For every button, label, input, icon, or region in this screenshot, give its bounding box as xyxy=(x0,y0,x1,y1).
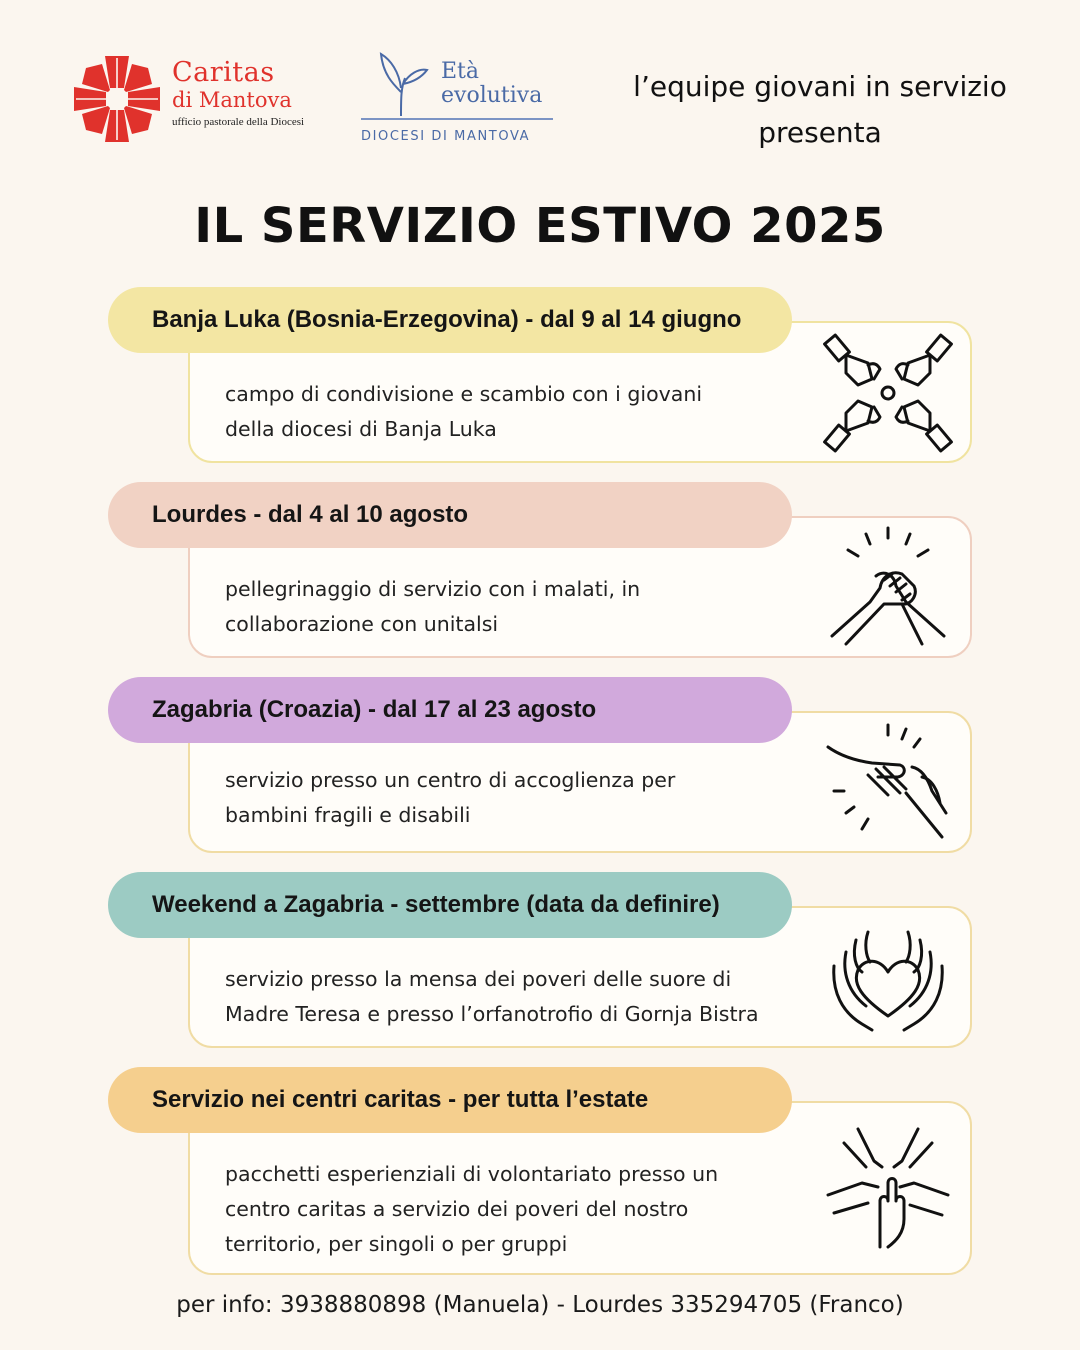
contact-info: per info: 3938880898 (Manuela) - Lourdes 335294705 (Franco) xyxy=(176,1292,904,1318)
presents-text xyxy=(600,64,1040,156)
desc-line: pacchetti esperienziali di volontariato presso un xyxy=(225,1162,719,1186)
sprout-icon xyxy=(365,48,445,118)
eta-divider xyxy=(361,118,553,120)
presents-line2: presenta xyxy=(758,116,882,149)
presents-line1: l’equipe giovani in servizio xyxy=(633,70,1007,103)
card-description xyxy=(225,572,805,642)
puzzle-hands-icon xyxy=(822,327,954,459)
card-heading: Lourdes - dal 4 al 10 agosto xyxy=(108,482,792,548)
desc-line: pellegrinaggio di servizio con i malati, in xyxy=(225,577,641,601)
desc-line: Madre Teresa e presso l’orfanotrofio di Gornja Bistra xyxy=(225,1002,759,1026)
desc-line: della diocesi di Banja Luka xyxy=(225,417,497,441)
desc-line: bambini fragili e disabili xyxy=(225,803,471,827)
desc-line: campo di condivisione e scambio con i giovani xyxy=(225,382,703,406)
card-description xyxy=(225,962,805,1032)
caritas-logo xyxy=(72,54,312,149)
page-title: IL SERVIZIO ESTIVO 2025 xyxy=(194,198,886,254)
card-description xyxy=(225,377,805,447)
eta-evolutiva-logo xyxy=(355,48,560,148)
card-heading: Servizio nei centri caritas - per tutta l’estate xyxy=(108,1067,792,1133)
card-heading: Zagabria (Croazia) - dal 17 al 23 agosto xyxy=(108,677,792,743)
eta-diocese: DIOCESI DI MANTOVA xyxy=(361,129,531,144)
card-description xyxy=(225,1157,805,1262)
caritas-subtitle: di Mantova xyxy=(172,88,292,112)
desc-line: servizio presso la mensa dei poveri delle suore di xyxy=(225,967,732,991)
eta-title-line1: Età xyxy=(441,59,480,84)
heart-hands-icon xyxy=(822,912,954,1044)
desc-line: territorio, per singoli o per gruppi xyxy=(225,1232,568,1256)
team-hands-icon xyxy=(822,1123,954,1255)
helping-hands-icon xyxy=(822,717,954,849)
desc-line: servizio presso un centro di accoglienza per xyxy=(225,768,676,792)
desc-line: collaborazione con unitalsi xyxy=(225,612,499,636)
caritas-tagline: ufficio pastorale della Diocesi xyxy=(172,116,305,128)
card-heading: Banja Luka (Bosnia-Erzegovina) - dal 9 al 14 giugno xyxy=(108,287,792,353)
card-description xyxy=(225,763,805,833)
caritas-cross-icon xyxy=(72,54,162,144)
desc-line: centro caritas a servizio dei poveri del nostro xyxy=(225,1197,689,1221)
card-heading: Weekend a Zagabria - settembre (data da definire) xyxy=(108,872,792,938)
handshake-icon xyxy=(822,520,954,652)
eta-title-line2: evolutiva xyxy=(441,83,543,108)
caritas-name: Caritas xyxy=(172,57,275,88)
